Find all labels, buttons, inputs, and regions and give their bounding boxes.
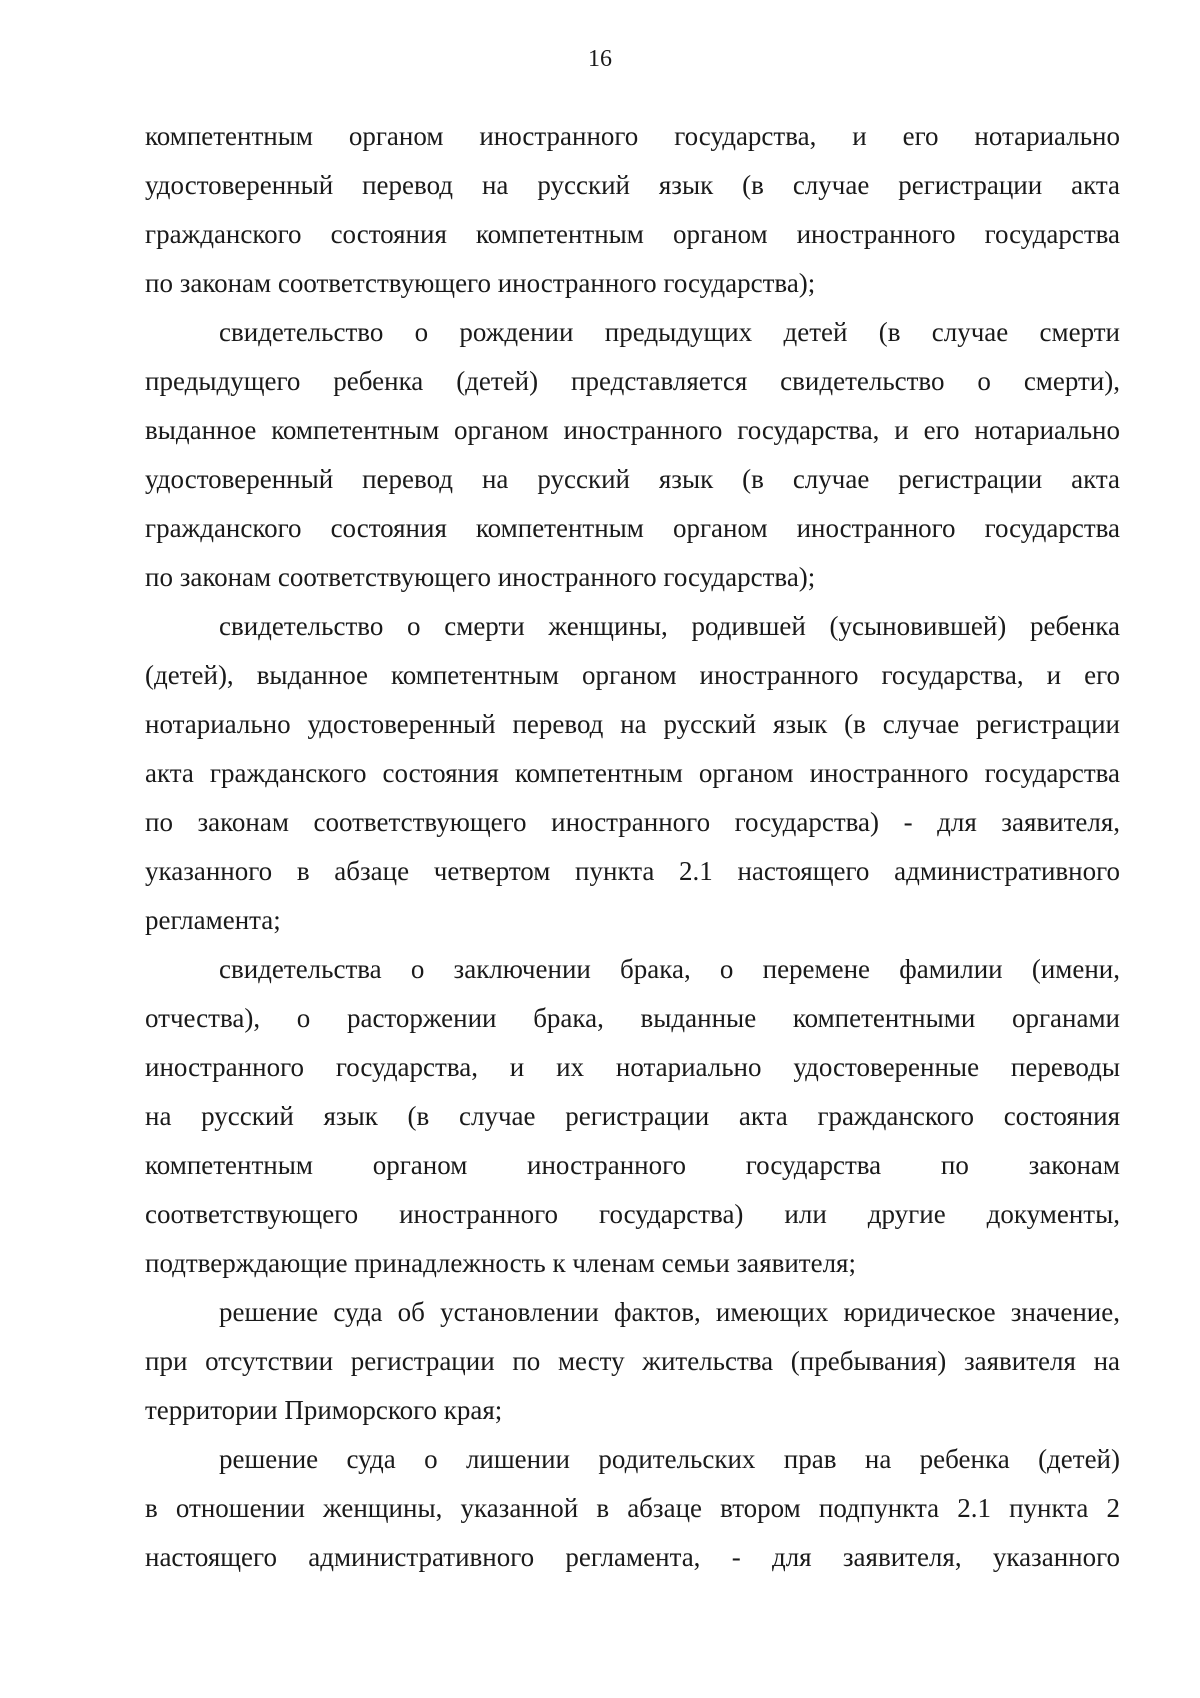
text-line: по законам соответствующего иностранного государства); bbox=[145, 562, 816, 592]
text-line: компетентным органом иностранного государства, и его нотариально bbox=[145, 121, 1120, 151]
text-line: удостоверенный перевод на русский язык (в случае регистрации акта bbox=[145, 170, 1120, 200]
text-line: гражданского состояния компетентным органом иностранного государства bbox=[145, 513, 1120, 543]
text-line: удостоверенный перевод на русский язык (в случае регистрации акта bbox=[145, 464, 1120, 494]
text-line: решение суда о лишении родительских прав на ребенка (детей) bbox=[219, 1444, 1120, 1474]
text-line: в отношении женщины, указанной в абзаце втором подпункта 2.1 пункта 2 bbox=[145, 1493, 1120, 1523]
text-line: указанного в абзаце четвертом пункта 2.1 настоящего административного bbox=[145, 856, 1120, 886]
paragraph bbox=[145, 945, 1120, 1288]
text-line: на русский язык (в случае регистрации акта гражданского состояния bbox=[145, 1101, 1120, 1131]
paragraph bbox=[145, 1288, 1120, 1435]
text-line: территории Приморского края; bbox=[145, 1395, 503, 1425]
text-line: при отсутствии регистрации по месту жительства (пребывания) заявителя на bbox=[145, 1346, 1120, 1376]
text-line: компетентным органом иностранного государства по законам bbox=[145, 1150, 1120, 1180]
text-line: свидетельство о смерти женщины, родившей (усыновившей) ребенка bbox=[219, 611, 1120, 641]
page-number: 16 bbox=[588, 46, 612, 72]
text-line: свидетельство о рождении предыдущих детей (в случае смерти bbox=[219, 317, 1120, 347]
paragraph bbox=[145, 602, 1120, 945]
text-line: нотариально удостоверенный перевод на русский язык (в случае регистрации bbox=[145, 709, 1120, 739]
paragraph bbox=[145, 308, 1120, 602]
text-line: иностранного государства, и их нотариально удостоверенные переводы bbox=[145, 1052, 1120, 1082]
text-line: решение суда об установлении фактов, имеющих юридическое значение, bbox=[219, 1297, 1120, 1327]
text-line: акта гражданского состояния компетентным органом иностранного государства bbox=[145, 758, 1120, 788]
text-line: по законам соответствующего иностранного государства); bbox=[145, 268, 816, 298]
text-line: отчества), о расторжении брака, выданные компетентными органами bbox=[145, 1003, 1120, 1033]
text-line: предыдущего ребенка (детей) представляется свидетельство о смерти), bbox=[145, 366, 1120, 396]
document-body bbox=[145, 112, 1120, 1582]
text-line: по законам соответствующего иностранного государства) - для заявителя, bbox=[145, 807, 1120, 837]
text-line: выданное компетентным органом иностранного государства, и его нотариально bbox=[145, 415, 1120, 445]
paragraph bbox=[145, 112, 1120, 308]
text-line: (детей), выданное компетентным органом иностранного государства, и его bbox=[145, 660, 1120, 690]
text-line: гражданского состояния компетентным органом иностранного государства bbox=[145, 219, 1120, 249]
text-line: соответствующего иностранного государства) или другие документы, bbox=[145, 1199, 1120, 1229]
text-line: подтверждающие принадлежность к членам семьи заявителя; bbox=[145, 1248, 856, 1278]
text-line: регламента; bbox=[145, 905, 281, 935]
text-line: свидетельства о заключении брака, о перемене фамилии (имени, bbox=[219, 954, 1120, 984]
text-line: настоящего административного регламента, - для заявителя, указанного bbox=[145, 1542, 1120, 1572]
paragraph bbox=[145, 1435, 1120, 1582]
